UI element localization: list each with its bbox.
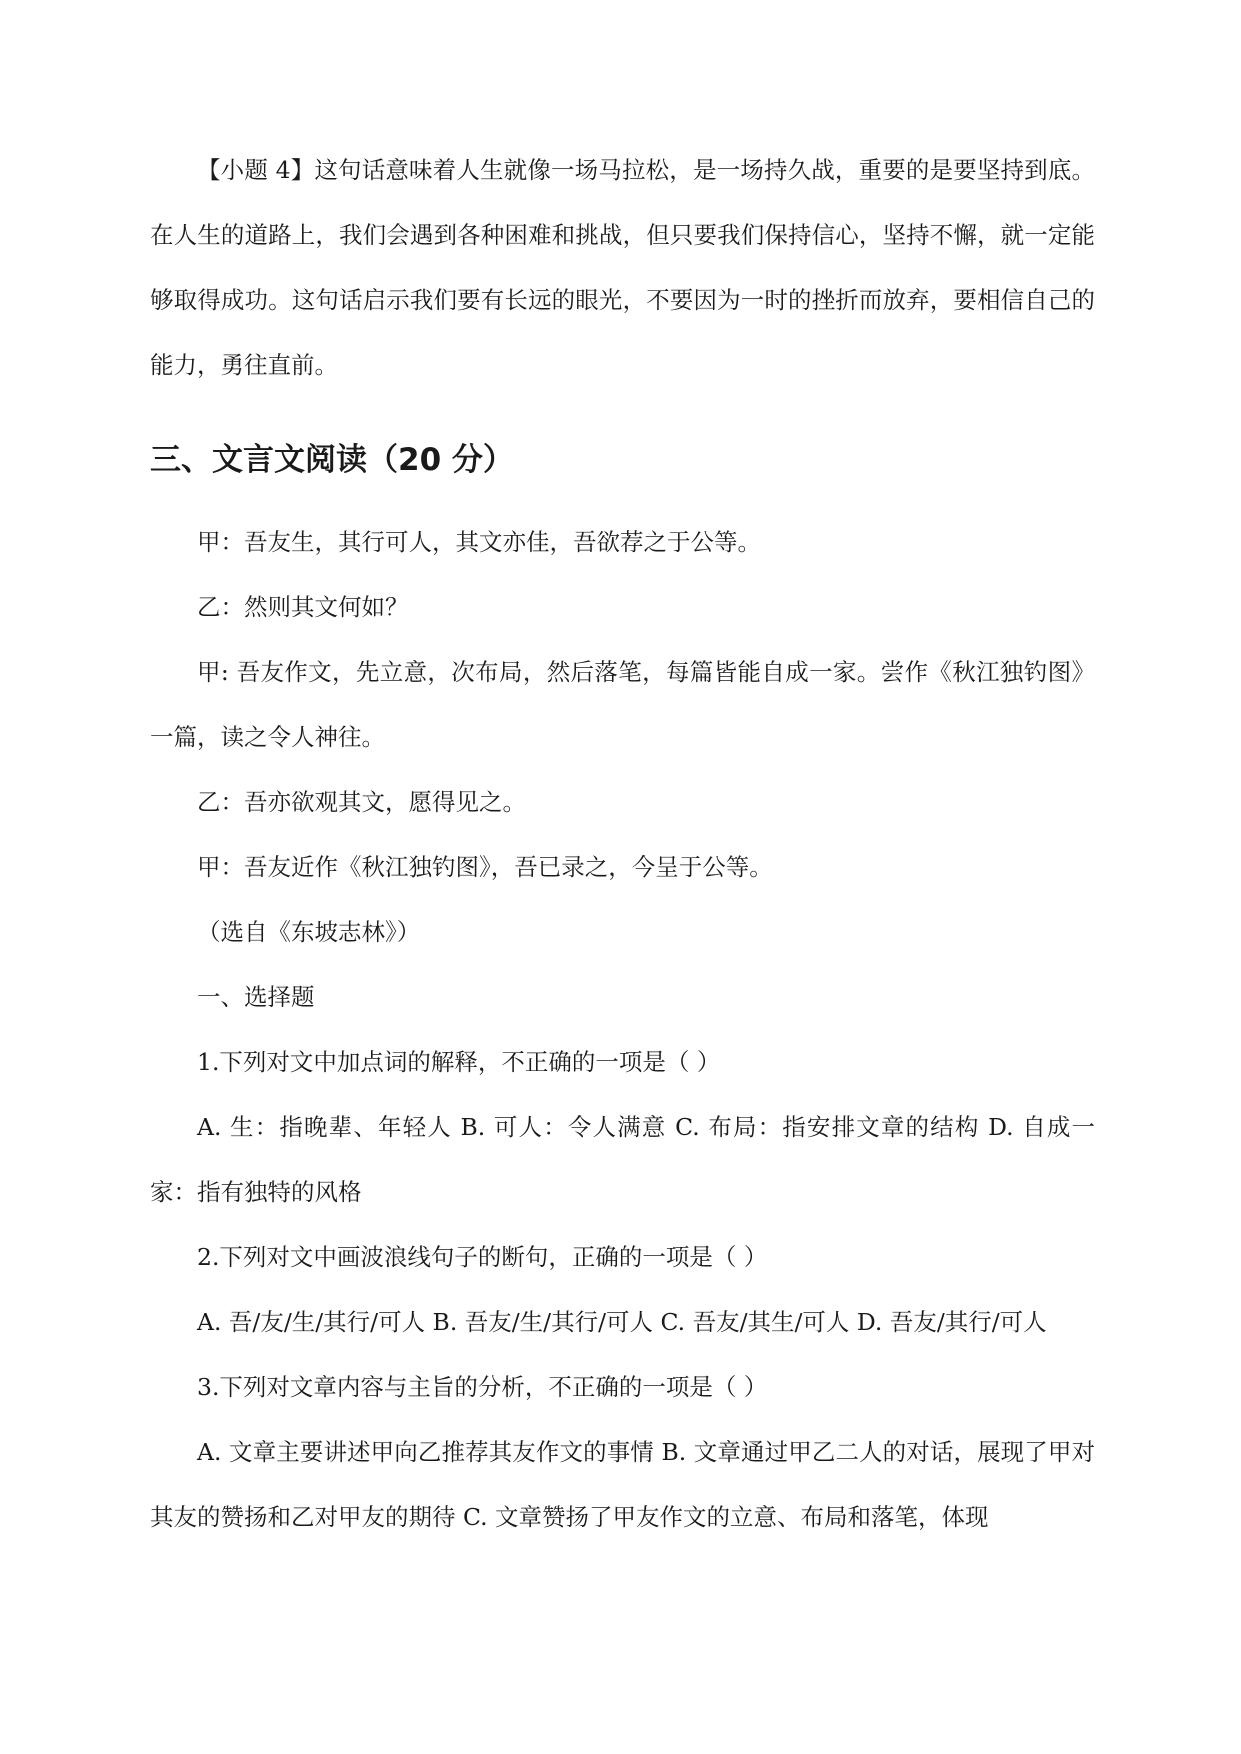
question-1-options: A. 生：指晚辈、年轻人 B. 可人：令人满意 C. 布局：指安排文章的结构 D. 自成一家：指有独特的风格 bbox=[150, 1113, 1095, 1206]
question-3-options: A. 文章主要讲述甲向乙推荐其友作文的事情 B. 文章通过甲乙二人的对话，展现了甲对其友的赞扬和乙对甲友的期待 C. 文章赞扬了甲友作文的立意、布局和落笔，体现 bbox=[150, 1438, 1095, 1531]
question-3-stem: 3.下列对文章内容与主旨的分析，不正确的一项是（ ） bbox=[197, 1373, 768, 1401]
question-2-stem: 2.下列对文中画波浪线句子的断句，正确的一项是（ ） bbox=[197, 1243, 768, 1271]
answer-paragraph-4: 【小题 4】这句话意味着人生就像一场马拉松，是一场持久战，重要的是要坚持到底。在人生的道路上，我们会遇到各种困难和挑战，但只要我们保持信心，坚持不懈，就一定能够取得成功。这句话启示我们要有长远的眼光，不要因为一时的挫折而放弃，要相信自己的能力，勇往直前。 bbox=[150, 156, 1095, 379]
question-2-options: A. 吾/友/生/其行/可人 B. 吾友/生/其行/可人 C. 吾友/其生/可人 D. 吾友/其行/可人 bbox=[197, 1308, 1047, 1336]
dialogue-line-1: 甲：吾友生，其行可人，其文亦佳，吾欲荐之于公等。 bbox=[197, 528, 761, 556]
section-heading: 三、文言文阅读（20 分） bbox=[150, 442, 514, 478]
dialogue-line-2: 乙：然则其文何如？ bbox=[197, 593, 409, 621]
source-citation: （选自《东坡志林》） bbox=[197, 918, 421, 946]
document-page bbox=[150, 138, 1095, 1550]
dialogue-line-3: 甲: 吾友作文，先立意，次布局，然后落笔，每篇皆能自成一家。尝作《秋江独钓图》一篇，读之令人神往。 bbox=[150, 658, 1095, 751]
subsection-title: 一、选择题 bbox=[197, 983, 315, 1011]
dialogue-line-4: 乙：吾亦欲观其文，愿得见之。 bbox=[197, 788, 526, 816]
question-1-stem: 1.下列对文中加点词的解释，不正确的一项是（ ） bbox=[197, 1048, 721, 1076]
dialogue-line-5: 甲：吾友近作《秋江独钓图》，吾已录之，今呈于公等。 bbox=[197, 853, 773, 881]
